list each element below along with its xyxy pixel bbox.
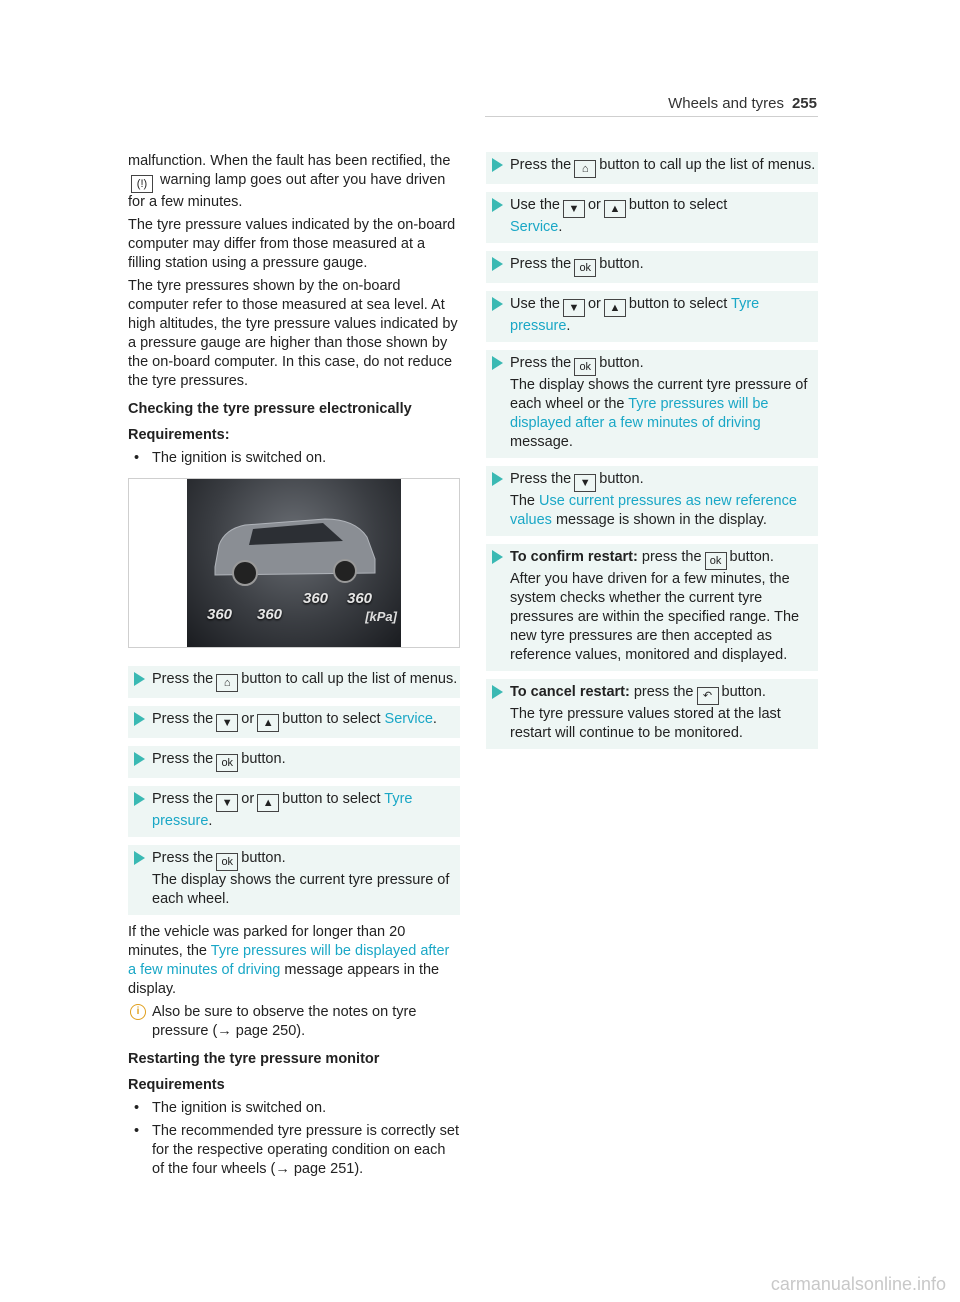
page-number: 255 xyxy=(791,95,817,112)
header-rule xyxy=(485,116,818,117)
up-key-icon: ▲ xyxy=(257,794,279,812)
instruction-step: Press the ok button. xyxy=(128,746,460,778)
down-key-icon: ▼ xyxy=(216,714,238,732)
step-arrow-icon xyxy=(492,550,503,564)
step-arrow-icon xyxy=(134,851,145,865)
up-key-icon: ▲ xyxy=(257,714,279,732)
van-illustration xyxy=(205,507,383,595)
tyre-value-rear-left: 360 xyxy=(303,590,329,607)
back-key-icon: ↶ xyxy=(697,687,719,705)
down-key-icon: ▼ xyxy=(563,200,585,218)
tyre-warning-icon: (!) xyxy=(131,175,153,193)
instruction-step: Use the ▼ or ▲ button to select Service. xyxy=(486,192,818,243)
pressure-unit: [kPa] xyxy=(365,609,397,624)
requirement-item: • The ignition is switched on. xyxy=(128,449,460,468)
down-key-icon: ▼ xyxy=(563,299,585,317)
step-arrow-icon xyxy=(492,297,503,311)
step-arrow-icon xyxy=(492,198,503,212)
tyre-value-front-right: 360 xyxy=(257,606,283,623)
instruction-step: Press the ▼ button. The Use current pressures as new reference values message is shown in the display. xyxy=(486,466,818,536)
instruction-step: Press the ▼ or ▲ button to select Service. xyxy=(128,706,460,738)
step-arrow-icon xyxy=(492,257,503,271)
display-message: Tyre pressures will be displayed after a few minutes of driving xyxy=(128,943,450,978)
step-arrow-icon xyxy=(134,712,145,726)
instruction-step: Press the ⌂ button to call up the list of menus. xyxy=(486,152,818,184)
step-arrow-icon xyxy=(134,752,145,766)
step-arrow-icon xyxy=(492,472,503,486)
instruction-step: Press the ok button. The display shows the current tyre pressure of each wheel. xyxy=(128,845,460,915)
ok-key-icon: ok xyxy=(216,853,238,871)
ok-key-icon: ok xyxy=(705,552,727,570)
section-heading: Checking the tyre pressure electronically xyxy=(128,401,412,417)
left-column xyxy=(128,152,460,1183)
step-arrow-icon xyxy=(492,685,503,699)
step-arrow-icon xyxy=(134,792,145,806)
info-icon: i xyxy=(130,1004,146,1020)
right-column xyxy=(486,152,818,757)
requirements-label: Requirements xyxy=(128,1077,225,1093)
display-figure xyxy=(128,478,460,648)
requirements-label: Requirements: xyxy=(128,427,230,443)
up-key-icon: ▲ xyxy=(604,299,626,317)
down-key-icon: ▼ xyxy=(574,474,596,492)
instruction-step: Press the ⌂ button to call up the list of menus. xyxy=(128,666,460,698)
step-arrow-icon xyxy=(134,672,145,686)
home-key-icon: ⌂ xyxy=(216,674,238,692)
home-key-icon: ⌂ xyxy=(574,160,596,178)
down-key-icon: ▼ xyxy=(216,794,238,812)
ok-key-icon: ok xyxy=(574,259,596,277)
menu-link-service: Service xyxy=(384,711,433,727)
step-arrow-icon xyxy=(492,158,503,172)
tyre-value-front-left: 360 xyxy=(207,606,233,623)
step-arrow-icon xyxy=(492,356,503,370)
tyre-value-rear-right: 360 xyxy=(347,590,373,607)
paragraph: The tyre pressures shown by the on-board computer refer to those measured at sea level. At high altitudes, the tyre pressure values indicated by a pressure gauge are higher than those shown by the on-board computer. In this case, do not reduce the tyre pressures. xyxy=(128,278,458,389)
instruction-step: Press the ok button. xyxy=(486,251,818,283)
requirement-item: • The ignition is switched on. xyxy=(128,1099,460,1118)
instruction-step: Press the ok button. The display shows the current tyre pressure of each wheel or the Tyre pressures will be displayed after a few minutes of driving message. xyxy=(486,350,818,458)
parked-paragraph: If the vehicle was parked for longer than 20 minutes, the Tyre pressures will be displayed after a few minutes of driving message appears in the display. xyxy=(128,924,450,997)
up-key-icon: ▲ xyxy=(604,200,626,218)
display-message: Tyre pressures will be displayed after a few minutes of driving xyxy=(510,396,769,431)
instruction-step: Use the ▼ or ▲ button to select Tyre pressure. xyxy=(486,291,818,342)
tyre-pressure-display xyxy=(187,479,401,647)
note: i Also be sure to observe the notes on tyre pressure (→ page 250). xyxy=(128,1003,460,1041)
menu-link-tyre-pressure: Tyre pressure xyxy=(510,296,760,334)
section-heading: Restarting the tyre pressure monitor xyxy=(128,1051,380,1067)
instruction-step: To confirm restart: press the ok button. After you have driven for a few minutes, the system checks whether the current tyre pressures are within the specified range. The new tyre pressures are then accepted as reference values, monitored and displayed. xyxy=(486,544,818,671)
intro-paragraph: malfunction. When the fault has been rectified, the (!) warning lamp goes out after you have driven for a few minutes. xyxy=(128,153,451,210)
section-title: Wheels and tyres xyxy=(668,95,784,112)
paragraph: The tyre pressure values indicated by the on-board computer may differ from those measured at a filling station using a pressure gauge. xyxy=(128,217,456,271)
instruction-step: Press the ▼ or ▲ button to select Tyre pressure. xyxy=(128,786,460,837)
menu-link-service: Service xyxy=(510,219,559,235)
display-message: Use current pressures as new reference values xyxy=(510,493,797,528)
ok-key-icon: ok xyxy=(574,358,596,376)
menu-link-tyre-pressure: Tyre pressure xyxy=(152,791,413,829)
watermark: carmanualsonline.info xyxy=(770,1274,946,1294)
ok-key-icon: ok xyxy=(216,754,238,772)
instruction-step: To cancel restart: press the ↶ button. The tyre pressure values stored at the last restart will continue to be monitored. xyxy=(486,679,818,749)
requirement-item: • The recommended tyre pressure is correctly set for the respective operating condition on each of the four wheels (→ page 251). xyxy=(128,1122,460,1179)
page-header xyxy=(668,94,817,113)
